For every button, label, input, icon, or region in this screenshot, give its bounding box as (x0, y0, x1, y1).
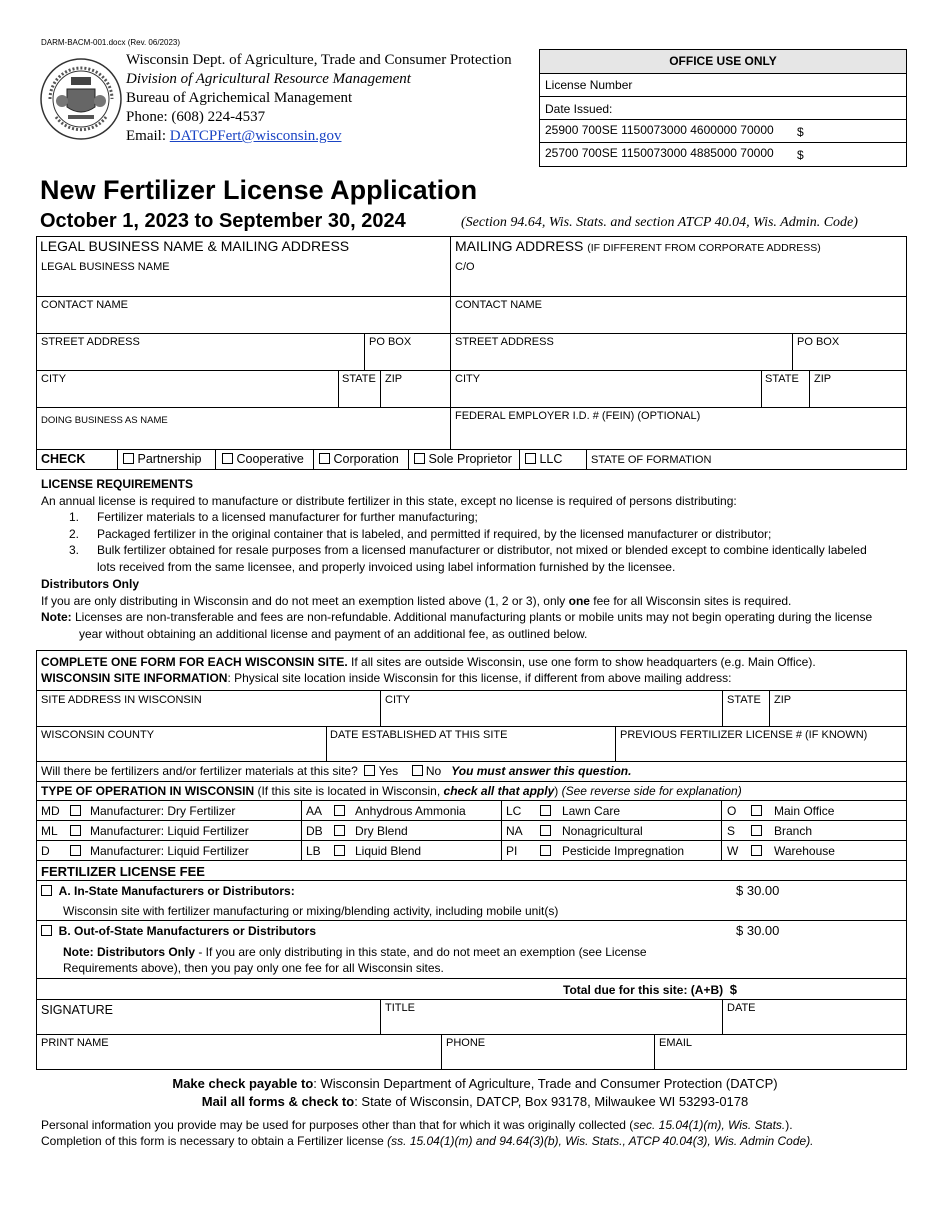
operation-heading-check-all: check all that apply (443, 784, 555, 798)
county-label: WISCONSIN COUNTY (41, 729, 155, 741)
req-text-1: Fertilizer materials to a licensed manufacturer for further manufacturing; (97, 510, 478, 524)
op-label: Lawn Care (562, 804, 621, 818)
left-form-header: LEGAL BUSINESS NAME & MAILING ADDRESS (40, 238, 350, 254)
document-id: DARM-BACM-001.docx (Rev. 06/2023) (41, 38, 181, 47)
office-code-1: 25900 700SE 1150073000 4600000 70000 (545, 123, 774, 137)
fee-a-amount: $ 30.00 (736, 883, 780, 898)
req-num-3: 3. (69, 543, 80, 557)
op-code: AA (306, 804, 323, 818)
mail-po-box-label: PO BOX (797, 336, 840, 348)
operation-LB[interactable] (306, 844, 422, 858)
site-instructions (41, 654, 905, 686)
fee-a-row[interactable] (41, 884, 295, 898)
operation-NA[interactable] (506, 824, 643, 838)
site-info-rest: : Physical site location inside Wisconsin for this license, if different from above mailing address: (227, 671, 732, 685)
req-text-3a: Bulk fertilizer obtained for resale purposes from a licensed manufacturer or distributor, not mixed or blended except to combine identically labeled (97, 543, 867, 557)
op-checkbox[interactable] (751, 845, 762, 856)
business-name-label: LEGAL BUSINESS NAME (41, 261, 170, 273)
office-code-row-2 (540, 143, 906, 166)
office-dollar-1: $ (797, 125, 804, 139)
op-code: LB (306, 844, 321, 858)
op-checkbox[interactable] (334, 825, 345, 836)
site-info-bold: WISCONSIN SITE INFORMATION (41, 671, 228, 685)
agency-email-link[interactable]: DATCPFert@wisconsin.gov (169, 128, 342, 144)
privacy-notice (41, 1117, 814, 1149)
office-use-box (539, 49, 907, 167)
state-of-formation-label: STATE OF FORMATION (591, 454, 712, 466)
site-complete-bold: COMPLETE ONE FORM FOR EACH WISCONSIN SITE. (41, 655, 348, 669)
op-code: S (727, 824, 736, 838)
site-address-label: SITE ADDRESS IN WISCONSIN (41, 694, 202, 706)
fee-b-note-a: - If you are only distributing in this state, and do not meet an exemption (see License (195, 945, 647, 959)
op-code: ML (41, 824, 58, 838)
site-complete-rest: If all sites are outside Wisconsin, use one form to show headquarters (e.g. Main Office). (347, 655, 816, 669)
dist-text-a: If you are only distributing in Wisconsin and do not meet an exemption listed above (1, 2 or 3), only (41, 593, 569, 608)
agency-bureau: Bureau of Agrichemical Management (126, 90, 353, 106)
right-form-header (455, 238, 821, 254)
fee-b-amount: $ 30.00 (736, 923, 780, 938)
sign-title-label: TITLE (385, 1002, 415, 1014)
po-box-label: PO BOX (369, 336, 412, 348)
op-label: Main Office (774, 804, 835, 818)
op-label: Liquid Blend (355, 844, 422, 858)
yes-checkbox[interactable] (364, 765, 375, 776)
op-code: NA (506, 824, 523, 838)
agency-email-label: Email: (126, 128, 170, 144)
sign-date-label: DATE (727, 1002, 756, 1014)
cooperative-text: Cooperative (236, 452, 304, 466)
operation-AA[interactable] (306, 804, 466, 818)
fee-b-note (63, 944, 647, 976)
req-num-1: 1. (69, 510, 80, 524)
cooperative-option[interactable] (222, 452, 304, 466)
signature-label: SIGNATURE (41, 1003, 113, 1017)
mail-line (0, 1093, 950, 1111)
requirement-3 (41, 542, 911, 559)
op-code: D (41, 844, 50, 858)
op-checkbox[interactable] (540, 825, 551, 836)
site-state-label: STATE (727, 694, 761, 706)
no-checkbox[interactable] (412, 765, 423, 776)
operation-O[interactable] (727, 804, 835, 818)
note-label: Note: (41, 610, 72, 624)
op-label: Branch (774, 824, 813, 838)
llc-option[interactable] (525, 452, 562, 466)
requirement-2 (41, 526, 911, 543)
office-license-number: License Number (540, 74, 906, 97)
fein-label: FEDERAL EMPLOYER I.D. # (FEIN) (OPTIONAL) (455, 410, 701, 422)
agency-name: Wisconsin Dept. of Agriculture, Trade and Consumer Protection (126, 52, 512, 68)
license-requirements (41, 476, 911, 642)
operation-ML[interactable] (41, 824, 249, 838)
dist-text-b: fee for all Wisconsin sites is required. (589, 593, 792, 608)
contact-name-label: CONTACT NAME (41, 299, 128, 311)
op-code: DB (306, 824, 323, 838)
fertilizer-question-row (41, 764, 631, 778)
office-code-row-1 (540, 120, 906, 143)
op-checkbox[interactable] (540, 805, 551, 816)
total-due-dollar: $ (729, 982, 738, 997)
op-checkbox[interactable] (751, 805, 762, 816)
dist-text-bold: one (568, 593, 590, 608)
mail-zip-label: ZIP (814, 373, 832, 385)
privacy-text-b: ). (785, 1118, 793, 1132)
operation-heading-b: ) (554, 784, 562, 798)
operation-S[interactable] (727, 824, 813, 838)
office-dollar-2: $ (797, 148, 804, 162)
completion-line (41, 1133, 814, 1149)
op-code: MD (41, 804, 60, 818)
site-complete-instruction (41, 654, 905, 670)
operation-W[interactable] (727, 844, 835, 858)
mail-state-label: STATE (765, 373, 799, 385)
corporation-option[interactable] (319, 452, 399, 466)
op-label: Manufacturer: Dry Fertilizer (90, 804, 236, 818)
operation-LC[interactable] (506, 804, 621, 818)
previous-license-label: PREVIOUS FERTILIZER LICENSE # (IF KNOWN) (620, 729, 868, 741)
completion-text-citation: (ss. 15.04(1)(m) and 94.64(3)(b), Wis. Stats., ATCP 40.04(3), Wis. Admin Code). (387, 1134, 814, 1148)
must-answer-note: You must answer this question. (451, 764, 632, 778)
note-text-cont: year without obtaining an additional license and payment of an additional fee, as outlined below. (79, 626, 588, 641)
op-checkbox[interactable] (70, 805, 81, 816)
op-label: Anhydrous Ammonia (355, 804, 466, 818)
cooperative-checkbox[interactable] (222, 453, 233, 464)
privacy-text-citation: sec. 15.04(1)(m), Wis. Stats. (633, 1118, 786, 1132)
privacy-text-a: Personal information you provide may be used for purposes other than that for which it was originally collected ( (41, 1118, 634, 1132)
wisconsin-seal-icon (40, 55, 122, 143)
operation-DB[interactable] (306, 824, 408, 838)
mailing-address-note: (IF DIFFERENT FROM CORPORATE ADDRESS) (587, 242, 821, 254)
fee-a-checkbox[interactable] (41, 885, 52, 896)
requirement-3-cont: lots received from the same licensee, and properly invoiced using label information furnished by the licensee. (97, 559, 676, 574)
note-text-a: Licenses are non-transferable and fees are non-refundable. Additional manufacturing plants or mobile units may not begin operating during the license (71, 610, 873, 624)
llc-checkbox[interactable] (525, 453, 536, 464)
distributors-text (41, 593, 911, 610)
operation-MD[interactable] (41, 804, 236, 818)
partnership-checkbox[interactable] (123, 453, 134, 464)
sign-phone-label: PHONE (446, 1037, 486, 1049)
corporation-text: Corporation (333, 452, 399, 466)
print-name-label: PRINT NAME (41, 1037, 109, 1049)
payable-label: Make check payable to (172, 1076, 314, 1091)
operation-heading (41, 784, 742, 798)
check-label: CHECK (41, 452, 86, 466)
fertilizer-question: Will there be fertilizers and/or fertilizer materials at this site? (41, 764, 358, 778)
dba-label: DOING BUSINESS AS NAME (41, 415, 168, 426)
note-text (41, 609, 911, 626)
fee-a-description: Wisconsin site with fertilizer manufacturing or mixing/blending activity, including mobile unit(s) (63, 904, 559, 918)
total-due-row (563, 982, 737, 997)
fee-b-checkbox[interactable] (41, 925, 52, 936)
op-label: Pesticide Impregnation (562, 844, 685, 858)
sole-proprietor-option[interactable] (414, 452, 512, 466)
distributors-heading: Distributors Only (41, 577, 140, 591)
privacy-line (41, 1117, 814, 1133)
mail-city-label: CITY (455, 373, 481, 385)
site-zip-label: ZIP (774, 694, 792, 706)
state-label: STATE (342, 373, 376, 385)
agency-email-row (126, 127, 512, 146)
fee-b-row[interactable] (41, 924, 316, 938)
street-address-label: STREET ADDRESS (41, 336, 140, 348)
payable-line (0, 1075, 950, 1093)
operation-D[interactable] (41, 844, 249, 858)
date-established-label: DATE ESTABLISHED AT THIS SITE (330, 729, 508, 741)
payable-text: : Wisconsin Department of Agriculture, Trade and Consumer Protection (DATCP) (313, 1076, 778, 1091)
op-label: Nonagricultural (562, 824, 643, 838)
operation-heading-see-reverse: (See reverse side for explanation) (561, 784, 742, 798)
co-label: C/O (455, 261, 475, 273)
corporation-checkbox[interactable] (319, 453, 330, 464)
op-checkbox[interactable] (334, 805, 345, 816)
yes-text: Yes (378, 764, 399, 778)
op-label: Warehouse (774, 844, 835, 858)
requirements-intro: An annual license is required to manufacture or distribute fertilizer in this state, except no license is required of persons distributing: (41, 493, 737, 508)
page-title: New Fertilizer License Application (40, 175, 478, 205)
fee-a-label: A. In-State Manufacturers or Distributors: (58, 884, 295, 898)
operation-heading-bold: TYPE OF OPERATION IN WISCONSIN (41, 784, 255, 798)
op-checkbox[interactable] (540, 845, 551, 856)
office-date-issued: Date Issued: (540, 97, 906, 120)
partnership-option[interactable] (123, 452, 201, 466)
op-code: W (727, 844, 739, 858)
no-text: No (425, 764, 442, 778)
op-checkbox[interactable] (70, 825, 81, 836)
op-code: LC (506, 804, 522, 818)
partnership-text: Partnership (137, 452, 202, 466)
license-period: October 1, 2023 to September 30, 2024 (40, 210, 406, 232)
statute-reference: (Section 94.64, Wis. Stats. and section ATCP 40.04, Wis. Admin. Code) (461, 215, 858, 230)
agency-division: Division of Agricultural Resource Management (126, 71, 411, 87)
mail-label: Mail all forms & check to (201, 1094, 355, 1109)
agency-phone: Phone: (608) 224-4537 (126, 109, 266, 125)
operation-heading-a: (If this site is located in Wisconsin, (254, 784, 444, 798)
operation-PI[interactable] (506, 844, 685, 858)
req-num-2: 2. (69, 526, 80, 541)
requirement-1 (41, 509, 911, 526)
op-label: Manufacturer: Liquid Fertilizer (90, 844, 249, 858)
site-info-instruction (41, 670, 905, 686)
llc-text: LLC (539, 452, 563, 466)
req-text-2: Packaged fertilizer in the original container that is labeled, and permitted if required, by the licensed manufacturer or distributor; (97, 526, 772, 541)
mailing-address-title: MAILING ADDRESS (455, 238, 584, 254)
sole-proprietor-checkbox[interactable] (414, 453, 425, 464)
fee-b-label: B. Out-of-State Manufacturers or Distributors (58, 924, 317, 938)
zip-label: ZIP (385, 373, 403, 385)
fee-b-note-label: Note: Distributors Only (63, 945, 196, 959)
sign-email-label: EMAIL (659, 1037, 693, 1049)
total-due-label: Total due for this site: (A+B) (563, 983, 724, 997)
requirements-heading: LICENSE REQUIREMENTS (41, 477, 194, 491)
payment-instructions (0, 1075, 950, 1111)
op-checkbox[interactable] (751, 825, 762, 836)
mail-contact-name-label: CONTACT NAME (455, 299, 542, 311)
fee-b-note-b: Requirements above), then you pay only one fee for all Wisconsin sites. (63, 961, 444, 975)
office-code-2: 25700 700SE 1150073000 4885000 70000 (545, 146, 774, 160)
mail-text: : State of Wisconsin, DATCP, Box 93178, Milwaukee WI 53293-0178 (354, 1094, 749, 1109)
sole-proprietor-text: Sole Proprietor (428, 452, 512, 466)
op-code: O (727, 804, 737, 818)
op-label: Manufacturer: Liquid Fertilizer (90, 824, 249, 838)
mail-street-address-label: STREET ADDRESS (455, 336, 554, 348)
office-use-title: OFFICE USE ONLY (540, 50, 906, 74)
op-checkbox[interactable] (70, 845, 81, 856)
op-label: Dry Blend (355, 824, 408, 838)
site-city-label: CITY (385, 694, 411, 706)
fee-heading: FERTILIZER LICENSE FEE (41, 864, 205, 879)
city-label: CITY (41, 373, 67, 385)
op-code: PI (506, 844, 518, 858)
completion-text-a: Completion of this form is necessary to obtain a Fertilizer license (41, 1134, 388, 1148)
op-checkbox[interactable] (334, 845, 345, 856)
